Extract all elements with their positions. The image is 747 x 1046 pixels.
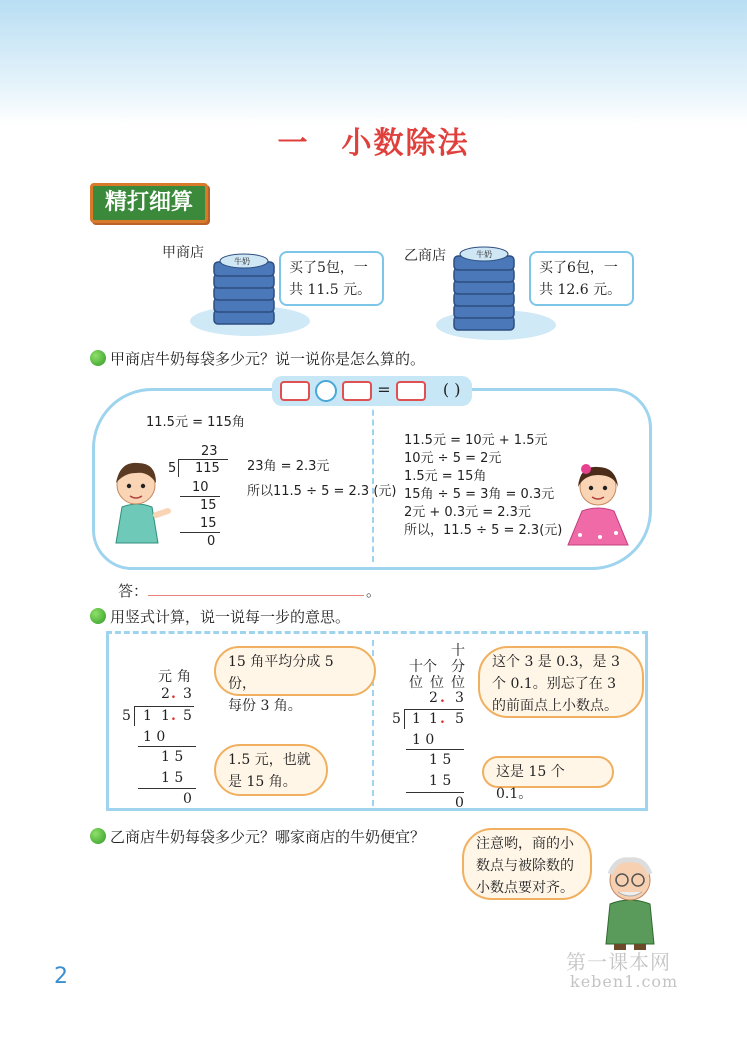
- unit-jiao: 角: [177, 669, 191, 685]
- equation-strip: [272, 376, 472, 406]
- division-line: [406, 749, 464, 750]
- left-dividend-2: 1: [161, 708, 170, 724]
- boy-dividend: 115: [195, 461, 220, 476]
- girl-line: 15角 ÷ 5 = 3角 = 0.3元: [404, 487, 555, 502]
- girl-line: 2元 + 0.3元 = 2.3元: [404, 505, 531, 520]
- bullet-icon: [90, 350, 106, 366]
- answer-end: 。: [366, 582, 382, 600]
- equation-equals: =: [377, 380, 391, 399]
- boy-step2: 15: [200, 498, 217, 513]
- answer-line[interactable]: [148, 595, 364, 596]
- right-step-4: 0: [455, 795, 464, 811]
- left-dividend-dot: .: [171, 708, 176, 724]
- boy-quotient: 23: [201, 444, 218, 459]
- girl-figure: [560, 455, 636, 551]
- tip-bubble: [462, 828, 592, 900]
- question-3-text: 乙商店牛奶每袋多少元？哪家商店的牛奶便宜？: [110, 828, 426, 846]
- girl-line: 10元 ÷ 5 = 2元: [404, 451, 502, 466]
- boy-line-top: 11.5元 = 115角: [146, 415, 245, 430]
- watermark-line1: 第一课本网: [566, 950, 671, 974]
- bubble-jia-line1: 买了5包，一: [289, 260, 368, 276]
- blank-box[interactable]: [280, 381, 310, 401]
- bubble-left-2: [214, 744, 328, 796]
- division-bar: [404, 709, 464, 710]
- blank-box[interactable]: [396, 381, 426, 401]
- bubble-right-1-line1: 这个 3 是 0.3，是 3: [492, 654, 620, 670]
- header-shige: 十个: [409, 659, 437, 675]
- bubble-left-1-line1: 15 角平均分成 5 份，: [228, 654, 334, 692]
- division-bar: [134, 706, 194, 707]
- bubble-jia: [279, 251, 384, 306]
- girl-line: 1.5元 = 15角: [404, 469, 487, 484]
- girl-line: 11.5元 = 10元 + 1.5元: [404, 433, 548, 448]
- bullet-icon: [90, 828, 106, 844]
- boy-divisor: 5: [168, 461, 177, 476]
- header-wei: 位: [409, 675, 423, 691]
- left-step-3: 1 5: [161, 770, 184, 786]
- right-quotient-1: 2: [429, 690, 438, 706]
- question-3: [90, 826, 425, 847]
- right-dividend-1: 1: [412, 711, 421, 727]
- right-step-1: 1 0: [412, 732, 435, 748]
- boy-figure: [102, 455, 172, 549]
- header-wei: 位: [430, 675, 444, 691]
- question-1: [90, 348, 425, 369]
- bubble-yi: [529, 251, 634, 306]
- bubble-yi-line1: 买了6包，一: [539, 260, 618, 276]
- girl-line: 所以，11.5 ÷ 5 = 2.3(元): [404, 523, 563, 538]
- question-2-text: 用竖式计算，说一说每一步的意思。: [110, 608, 351, 626]
- right-dividend-dot: .: [440, 711, 445, 727]
- question-2: [90, 606, 350, 627]
- division-line: [138, 746, 196, 747]
- bullet-icon: [90, 608, 106, 624]
- boy-step1: 10: [192, 480, 209, 495]
- left-quotient-dot: .: [171, 686, 176, 702]
- left-step-1: 1 0: [143, 729, 166, 745]
- section-badge: 精打细算: [90, 183, 208, 223]
- milk-label-jia: 牛奶: [234, 257, 250, 266]
- right-quotient-2: 3: [455, 690, 464, 706]
- boy-step3: 15: [200, 516, 217, 531]
- bubble-left-2-line2: 是 15 角。: [228, 774, 297, 790]
- left-divisor: 5: [122, 708, 131, 724]
- right-divisor: 5: [392, 711, 401, 727]
- store-yi-label: 乙商店: [404, 248, 446, 264]
- left-quotient-1: 2: [161, 686, 170, 702]
- right-dividend-2: 1: [429, 711, 438, 727]
- unit-paren: ( ): [442, 380, 461, 399]
- header-shi: 十: [451, 643, 465, 659]
- watermark-line2: keben1.com: [570, 972, 679, 991]
- division-bracket: [178, 459, 179, 477]
- bubble-left-1-line2: 每份 3 角。: [228, 698, 302, 714]
- boy-note1: 23角 = 2.3元: [247, 459, 330, 474]
- tip-line1: 注意哟，商的小: [476, 836, 574, 852]
- right-step-3: 1 5: [429, 773, 452, 789]
- bubble-right-2: 这是 15 个 0.1。: [482, 756, 614, 788]
- left-step-2: 1 5: [161, 749, 184, 765]
- division-bracket: [134, 706, 135, 726]
- left-step-4: 0: [183, 791, 192, 807]
- question-1-text: 甲商店牛奶每袋多少元？说一说你是怎么算的。: [110, 350, 426, 368]
- division-line: [406, 792, 464, 793]
- tip-line2: 数点与被除数的: [476, 858, 574, 874]
- blank-box[interactable]: [342, 381, 372, 401]
- store-jia-label: 甲商店: [162, 245, 204, 261]
- right-dividend-3: 5: [455, 711, 464, 727]
- left-dividend-3: 5: [183, 708, 192, 724]
- panel-divider: [372, 400, 374, 562]
- bubble-left-2-line1: 1.5 元，也就: [228, 752, 311, 768]
- boy-note2: 所以11.5 ÷ 5 = 2.3 (元): [247, 484, 397, 499]
- division-line: [138, 788, 196, 789]
- right-step-2: 1 5: [429, 752, 452, 768]
- answer-label: 答：: [118, 582, 149, 600]
- division-bracket: [404, 709, 405, 729]
- teacher-figure: [596, 852, 666, 956]
- left-dividend-1: 1: [143, 708, 152, 724]
- bubble-right-1-line3: 的前面点上小数点。: [492, 698, 618, 714]
- page-title: 一 小数除法: [277, 126, 470, 161]
- operator-circle[interactable]: [315, 380, 337, 402]
- bubble-yi-line2: 共 12.6 元。: [539, 282, 622, 298]
- bubble-right-1: [478, 646, 644, 718]
- left-quotient-2: 3: [183, 686, 192, 702]
- bubble-left-1: [214, 646, 376, 714]
- milk-label-yi: 牛奶: [476, 250, 492, 259]
- right-quotient-dot: .: [440, 690, 445, 706]
- tip-line3: 小数点要对齐。: [476, 880, 574, 896]
- bubble-right-1-line2: 个 0.1。别忘了在 3: [492, 676, 617, 692]
- unit-yuan: 元: [158, 669, 172, 685]
- header-wei: 位: [451, 675, 465, 691]
- bubble-jia-line2: 共 11.5 元。: [289, 282, 372, 298]
- header-fen: 分: [451, 659, 465, 675]
- page-number: 2: [54, 964, 68, 989]
- header-band: [0, 0, 747, 125]
- boy-remainder: 0: [207, 534, 216, 549]
- girl-work: [404, 432, 562, 540]
